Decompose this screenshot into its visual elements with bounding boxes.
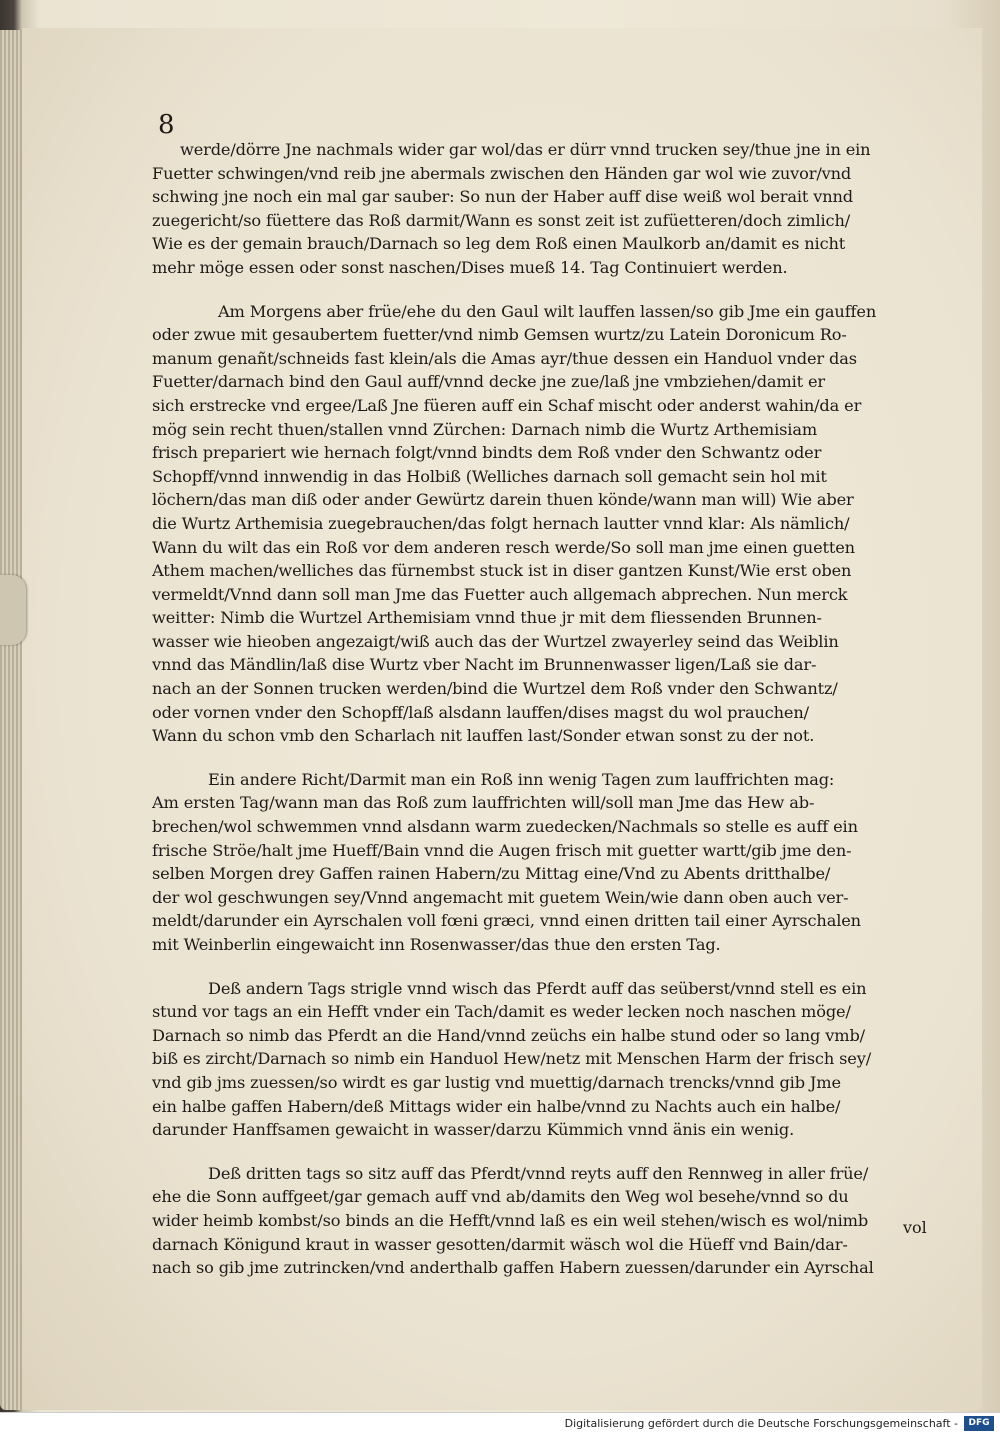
main-text bbox=[152, 118, 932, 1280]
catchword: vol bbox=[903, 1218, 927, 1237]
text-line: frische Ströe/halt jme Hueff/Bain vnnd die Augen frisch mit guetter wartt/gib jme den- bbox=[152, 840, 852, 860]
text-line: Am Morgens aber früe/ehe du den Gaul wilt lauffen lassen/so gib Jme ein gauffen bbox=[218, 301, 877, 321]
text-line: Darnach so nimb das Pferdt an die Hand/vnnd zeüchs ein halbe stund oder so lang vmb/ bbox=[152, 1025, 865, 1045]
paragraph-5 bbox=[152, 1162, 932, 1280]
text-line: Ein andere Richt/Darmit man ein Roß inn wenig Tagen zum lauffrichten mag: bbox=[208, 769, 835, 789]
text-line: vnnd das Mändlin/laß dise Wurtz vber Nacht im Brunnenwasser ligen/Laß sie dar- bbox=[152, 655, 817, 675]
text-line: mög sein recht thuen/stallen vnnd Zürchen: Darnach nimb die Wurtz Arthemisiam bbox=[152, 419, 818, 439]
text-line: mehr möge essen oder sonst naschen/Dises mueß 14. Tag Continuiert werden. bbox=[152, 257, 788, 277]
paragraph-3 bbox=[152, 768, 932, 957]
text-line: sich erstrecke vnd ergee/Laß Jne füeren auff ein Schaf mischt oder anderst wahin/da er bbox=[152, 395, 862, 415]
text-line: oder zwue mit gesaubertem fuetter/vnd nimb Gemsen wurtz/zu Latein Doronicum Ro- bbox=[152, 325, 847, 345]
text-line: Wann du schon vmb den Scharlach nit lauffen last/Sonder etwan sonst zu der not. bbox=[152, 726, 815, 746]
text-line: vnd gib jms zuessen/so wirdt es gar lustig vnd muettig/darnach trencks/vnnd gib Jme bbox=[152, 1072, 841, 1092]
text-line: weitter: Nimb die Wurtzel Arthemisiam vnnd thue jr mit dem fliessenden Brunnen- bbox=[152, 608, 822, 628]
text-line: ehe die Sonn auffgeet/gar gemach auff vnd ab/damits den Weg wol besehe/vnnd so du bbox=[152, 1187, 849, 1207]
text-line: nach so gib jme zutrincken/vnd anderthalb gaffen Habern zuessen/darunder ein Ayrschal bbox=[152, 1258, 874, 1278]
text-line: vermeldt/Vnnd dann soll man Jme das Fuetter auch allgemach abprechen. Nun merck bbox=[152, 584, 848, 604]
text-line: Wie es der gemain brauch/Darnach so leg dem Roß einen Maulkorb an/damit es nicht bbox=[152, 234, 846, 254]
paragraph-2 bbox=[152, 300, 932, 748]
text-line: schwing jne noch ein mal gar sauber: So nun der Haber auff dise weiß wol berait vnnd bbox=[152, 187, 853, 207]
text-line: Deß andern Tags strigle vnnd wisch das Pferdt auff das seüberst/vnnd stell es ein bbox=[208, 978, 867, 998]
text-line: werde/dörre Jne nachmals wider gar wol/das er dürr vnnd trucken sey/thue jne in ein bbox=[180, 140, 871, 159]
dfg-logo: DFG bbox=[964, 1416, 994, 1431]
text-line: frisch prepariert wie hernach folgt/vnnd bindts dem Roß vnder den Schwantz oder bbox=[152, 443, 822, 463]
text-line: wider heimb kombst/so binds an die Hefft/vnnd laß es ein weil stehen/wisch es wol/nimb bbox=[152, 1210, 869, 1230]
text-line: der wol geschwungen sey/Vnnd angemacht mit guetem Wein/wie dann oben auch ver- bbox=[152, 887, 849, 907]
text-line: Wann du wilt das ein Roß vor dem anderen resch werde/So soll man jme einen guetten bbox=[152, 537, 855, 557]
text-line: wasser wie hieoben angezaigt/wiß auch das der Wurtzel zwayerley seind das Weiblin bbox=[152, 631, 839, 651]
text-line: darunder Hanffsamen gewaicht in wasser/darzu Kümmich vnnd änis ein wenig. bbox=[152, 1120, 795, 1140]
bookmark-tab bbox=[0, 575, 26, 645]
funding-notice: Digitalisierung gefördert durch die Deutsche Forschungsgemeinschaft - bbox=[564, 1417, 958, 1430]
text-line: meldt/darunder ein Ayrschalen voll fœni græci, vnnd einen dritten tail einer Ayrschalen bbox=[152, 911, 861, 931]
text-line: stund vor tags an ein Hefft vnder ein Tach/damit es weder lecken noch naschen möge/ bbox=[152, 1002, 851, 1022]
text-line: nach an der Sonnen trucken werden/bind die Wurtzel dem Roß vnder den Schwantz/ bbox=[152, 679, 838, 699]
text-line: brechen/wol schwemmen vnnd alsdann warm zuedecken/Nachmals so stelle es auff ein bbox=[152, 817, 858, 837]
page-number: 8 bbox=[158, 110, 175, 140]
text-line: darnach Königund kraut in wasser gesotten/darmit wäsch wol die Hüeff vnd Bain/dar- bbox=[152, 1234, 848, 1254]
text-line: Athem machen/welliches das fürnembst stuck ist in diser gantzen Kunst/Wie erst oben bbox=[152, 561, 852, 581]
text-line: Schopff/vnnd innwendig in das Holbiß (Welliches darnach soll gemacht sein hol mit bbox=[152, 466, 827, 486]
text-line: oder vornen vnder den Schopff/laß alsdann lauffen/dises magst du wol prauchen/ bbox=[152, 702, 809, 722]
book-page-edges bbox=[0, 30, 22, 1410]
text-line: zuegericht/so füettere das Roß darmit/Wann es sonst zeit ist zufüetteren/doch zimlich/ bbox=[152, 210, 851, 230]
text-line: biß es zircht/Darnach so nimb ein Handuol Hew/netz mit Menschen Harm der frisch sey/ bbox=[152, 1049, 871, 1069]
paragraph-1 bbox=[152, 138, 932, 280]
footer-bar bbox=[0, 1412, 1000, 1436]
text-line: die Wurtz Arthemisia zuegebrauchen/das folgt hernach lautter vnnd klar: Als nämlich/ bbox=[152, 513, 850, 533]
text-line: löchern/das man diß oder ander Gewürtz darein thuen könde/wann man will) Wie aber bbox=[152, 490, 854, 510]
text-line: ein halbe gaffen Habern/deß Mittags wider ein halbe/vnnd zu Nachts auch ein halbe/ bbox=[152, 1096, 841, 1116]
text-line: mit Weinberlin eingewaicht inn Rosenwasser/das thue den ersten Tag. bbox=[152, 935, 721, 954]
text-line: Am ersten Tag/wann man das Roß zum lauffrichten will/soll man Jme das Hew ab- bbox=[152, 793, 815, 813]
text-line: Deß dritten tags so sitz auff das Pferdt/vnnd reyts auff den Rennweg in aller früe/ bbox=[208, 1163, 869, 1183]
text-line: manum genañt/schneids fast klein/als die Amas ayr/thue dessen ein Handuol vnder das bbox=[152, 348, 857, 368]
text-line: Fuetter schwingen/vnd reib jne abermals zwischen den Händen gar wol wie zuvor/vnd bbox=[152, 163, 852, 183]
paragraph-4 bbox=[152, 977, 932, 1142]
text-line: Fuetter/darnach bind den Gaul auff/vnnd decke jne zue/laß jne vmbziehen/damit er bbox=[152, 372, 826, 392]
text-line: selben Morgen drey Gaffen rainen Habern/zu Mittag eine/Vnd zu Abents dritthalbe/ bbox=[152, 864, 831, 884]
